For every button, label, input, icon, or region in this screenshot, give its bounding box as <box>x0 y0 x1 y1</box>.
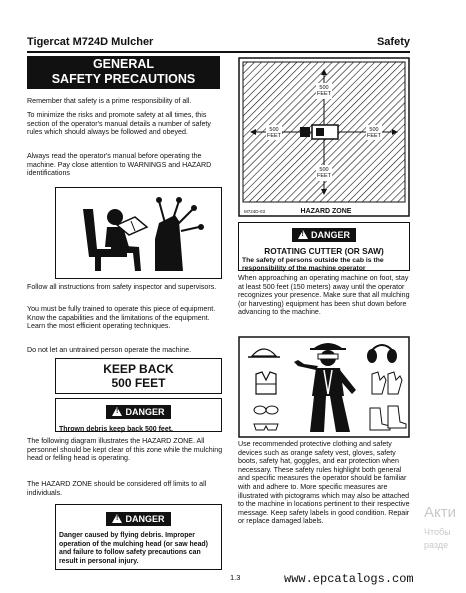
activation-overlay-line-2: Чтобы <box>424 527 451 537</box>
para-untrained-person: Do not let an untrained person operate the machine. <box>27 346 192 354</box>
para-protective-clothing: Use recommended protective clothing and safety devices such as orange safety vest, gloves, safety boots, safety hat, goggles, and ear protection when necessary. These safety rules highlight both general and specific measures the operator should be familiar with and adhere to. More specific measures are illustrated with pictograms which may also be attached to the machine in locations pertinent to their respective message. Keep safety labels in good condition. Repair or replace damaged labels. <box>238 440 410 526</box>
danger-label: DANGER <box>125 513 165 524</box>
watermark-url[interactable]: www.epcatalogs.com <box>284 572 414 586</box>
page-number: 1.3 <box>230 573 241 582</box>
diagram-caption: HAZARD ZONE <box>300 208 352 215</box>
document-title: Tigercat M724D Mulcher <box>27 36 154 48</box>
para-responsibility: Remember that safety is a prime responsibility of all. <box>27 97 192 105</box>
distance-label-left: 500 FEET <box>266 127 282 139</box>
hazard-zone-diagram <box>238 57 410 217</box>
warning-triangle-icon <box>298 230 308 239</box>
danger-label: DANGER <box>310 229 350 240</box>
distance-label-top: 500 FEET <box>316 85 332 97</box>
danger-text: The safety of persons outside the cab is the responsibility of the machine operator <box>242 257 384 273</box>
activation-overlay-line-3: разде <box>424 540 449 550</box>
header-rule <box>27 51 410 53</box>
danger-badge <box>292 228 356 242</box>
danger-text: Thrown debris keep back 500 feet. <box>59 426 173 433</box>
danger-notice-flying-debris <box>55 504 222 570</box>
section-label: Safety <box>376 36 410 48</box>
title-line-2: SAFETY PRECAUTIONS <box>51 72 196 86</box>
distance-label-bottom: 500 FEET <box>316 167 332 179</box>
para-approaching-machine: When approaching an operating machine on foot, stay at least 500 feet (150 meters) away until the operator recognizes your presence. Make sure that all mulching (or harvesting) equipment has been shut down before advancing to the machine. <box>238 274 410 317</box>
danger-notice-thrown-debris <box>55 398 222 432</box>
keep-back-line-2: 500 FEET <box>111 376 166 390</box>
para-read-manual: Always read the operator's manual before operating the machine. Pay close attention to WARNINGS and HAZARD identifications <box>27 152 212 178</box>
danger-badge <box>106 512 170 526</box>
danger-title: ROTATING CUTTER (OR SAW) <box>264 246 384 256</box>
danger-badge <box>106 405 170 419</box>
activation-overlay-line-1: Акти <box>424 504 456 521</box>
keep-back-sign <box>55 358 222 394</box>
para-follow-instructions: Follow all instructions from safety inspector and supervisors. <box>27 283 217 291</box>
para-hazard-zone-diagram: The following diagram illustrates the HAZARD ZONE. All personnel should be kept clear of this zone while the mulching head or felling head is operating. <box>27 437 223 463</box>
keep-back-line-1: KEEP BACK <box>103 362 174 376</box>
danger-label: DANGER <box>125 406 165 417</box>
operator-reading-manual-illustration <box>55 187 222 279</box>
para-minimize-risks: To minimize the risks and promote safety at all times, this section of the operator's manual details a number of safety rules which should always be followed and obeyed. <box>27 111 211 137</box>
danger-text: Danger caused by flying debris. Improper operation of the mulching head (or saw head) and failure to follow safety precautions can result in personal injury. <box>59 532 208 565</box>
warning-triangle-icon <box>112 514 122 523</box>
para-off-limits: The HAZARD ZONE should be considered off limits to all individuals. <box>27 480 207 497</box>
section-title-box <box>27 56 220 89</box>
protective-equipment-illustration <box>238 336 410 438</box>
title-line-1: GENERAL <box>92 57 155 71</box>
figure-code: M724D-03 <box>244 209 266 214</box>
danger-notice-rotating-cutter <box>238 222 410 271</box>
warning-triangle-icon <box>112 407 122 416</box>
distance-label-right: 500 FEET <box>366 127 382 139</box>
para-fully-trained: You must be fully trained to operate this piece of equipment. Know the capabilities and the limitations of the equipment. Learn the most efficient operating techniques. <box>27 305 216 331</box>
